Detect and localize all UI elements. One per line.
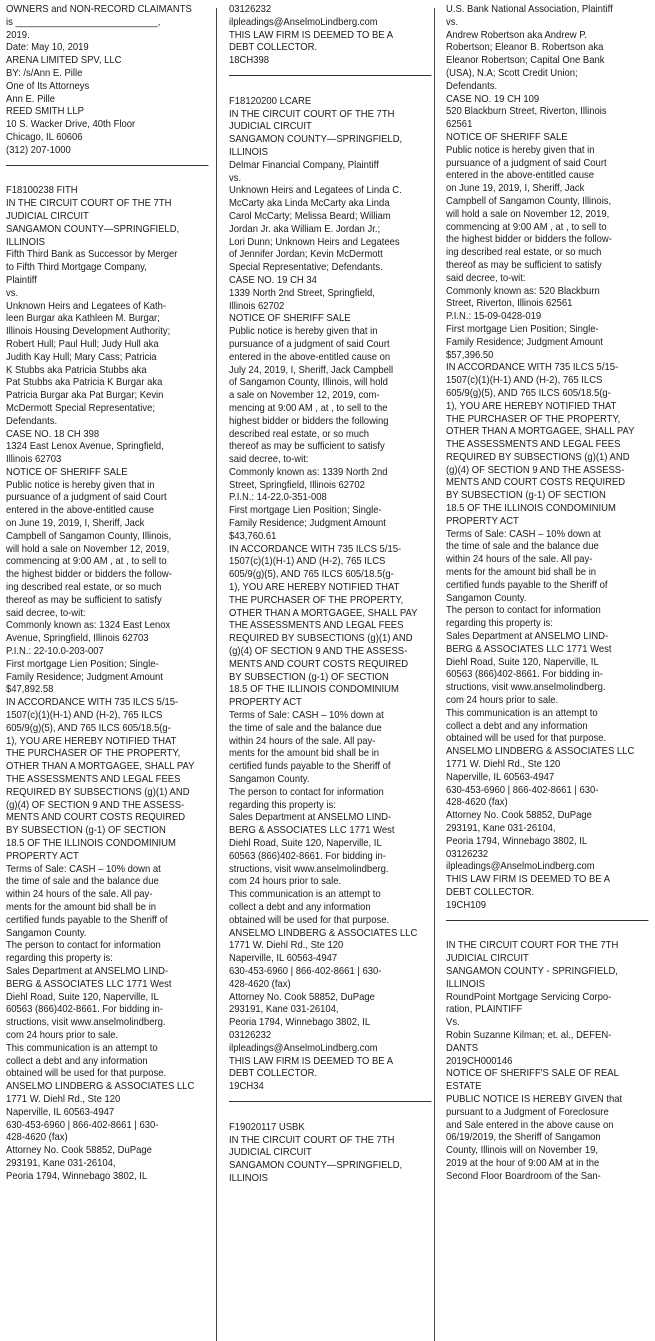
notice-text-line: BY SUBSECTION (g-1) OF SECTION xyxy=(229,671,389,683)
notice-text-line: Sangamon County. xyxy=(446,592,527,604)
notice-text-line: MENTS AND COURT COSTS REQUIRED xyxy=(446,477,626,489)
notice-text-line: One of Its Attorneys xyxy=(6,80,90,92)
notice-text-line: Commonly known as: 1324 East Lenox xyxy=(6,620,171,632)
notice-text-line: will hold a sale on November 12, 2019, xyxy=(446,208,610,220)
notice-text-line: REED SMITH LLP xyxy=(6,106,84,118)
notice-text-line: Chicago, IL 60606 xyxy=(6,131,83,143)
notice-text-line: 06/19/2019, the Sheriff of Sangamon xyxy=(446,1132,601,1144)
notice-text-line: IN ACCORDANCE WITH 735 ILCS 5/15- xyxy=(229,543,402,555)
notice-text-line: is ___________________________, xyxy=(6,16,161,28)
notice-text-line: (g)(4) OF SECTION 9 AND THE ASSESS- xyxy=(6,799,185,811)
notice-text-line: within 24 hours of the sale. All pay- xyxy=(6,889,153,901)
column-2 xyxy=(229,4,431,1186)
notice-text-line: 1324 East Lenox Avenue, Springfield, xyxy=(6,441,164,453)
notice-text-line: (g)(4) OF SECTION 9 AND THE ASSESS- xyxy=(229,646,408,658)
notice-text-line: U.S. Bank National Association, Plaintiff xyxy=(446,4,613,15)
notice-text-line: REQUIRED BY SUBSECTIONS (g)(1) AND xyxy=(446,451,630,463)
notice-text-line: Illinois Housing Development Authority; xyxy=(6,326,171,338)
notice-text-line: Sangamon County. xyxy=(229,774,310,786)
notice-text-line: 1507(c)(1)(H-1) AND (H-2), 765 ILCS xyxy=(6,710,163,722)
notice-text-line: the time of sale and the balance due xyxy=(229,722,382,734)
notice-text-line: the highest bidder or bidders the follow- xyxy=(6,569,172,581)
notice-text-line: com 24 hours prior to sale. xyxy=(229,876,342,888)
notice-text-line: leen Burgar aka Kathleen M. Burgar; xyxy=(6,313,160,325)
notice-text-line: 293191, Kane 031-26104, xyxy=(446,823,556,834)
notice-text-line: July 24, 2019, I, Sheriff, Jack Campbell xyxy=(229,364,394,376)
notice-text-line: Public notice is hereby given that in xyxy=(229,326,378,338)
notice-text-line: The person to contact for information xyxy=(229,786,384,798)
notice-text-line: vs. xyxy=(229,172,242,184)
notice-text-line: Illinois 62702 xyxy=(229,300,285,312)
notice-text-line: NOTICE OF SHERIFF SALE xyxy=(446,131,568,143)
notice-text-line: NOTICE OF SHERIFF SALE xyxy=(229,313,351,325)
notice-text-line: Campbell of Sangamon County, Illinois, xyxy=(6,530,172,542)
notice-text-line: Peoria 1794, Winnebago 3802, IL xyxy=(446,835,588,847)
notice-text-line: pursuance of a judgment of said Court xyxy=(446,157,607,169)
notice-text-line: PROPERTY ACT xyxy=(229,697,302,709)
notice-text-line: Eleanor Robertson; Capital One Bank xyxy=(446,55,605,67)
notice-text-line: CASE NO. 19 CH 34 xyxy=(229,274,317,286)
notice-text-line: on June 19, 2019, I, Sheriff, Jack xyxy=(6,518,145,530)
notice-text-line: 18.5 OF THE ILLINOIS CONDOMINIUM xyxy=(6,838,176,849)
notice-text-line: 630-453-6960 | 866-402-8661 | 630- xyxy=(446,784,599,796)
notice-text-line: Avenue, Springfield, Illinois 62703 xyxy=(6,633,149,645)
notice-text-line: ESTATE xyxy=(446,1081,482,1093)
notice-text-line: collect a debt and any information xyxy=(229,901,371,913)
notice-text-line: Sales Department at ANSELMO LIND- xyxy=(229,812,392,824)
notice-text-line: 62561 xyxy=(446,119,473,131)
notice-text-line: pursuance of a judgment of said Court xyxy=(229,338,390,350)
notice-text-line: 1507(c)(1)(H-1) AND (H-2), 765 ILCS xyxy=(446,375,603,387)
notice-text-line: Family Residence; Judgment Amount xyxy=(446,336,603,348)
notice-text-line: 428-4620 (fax) xyxy=(229,978,291,990)
notice-text-line: 605/9(g)(5), AND 765 ILCS 605/18.5(g- xyxy=(446,387,611,399)
notice-text-line: ing described real estate, or so much xyxy=(6,582,162,594)
notice-text-line: mencing at 9:00 AM , at , to sell to the xyxy=(229,402,388,414)
notice-block xyxy=(6,173,208,1184)
notice-text-line: $47,892.58 xyxy=(6,684,54,696)
notice-text-line: ration, PLAINTIFF xyxy=(446,1004,523,1016)
notice-text-line: a sale on November 12, 2019, com- xyxy=(229,390,380,402)
spacer xyxy=(6,173,208,186)
notice-text-line: DANTS xyxy=(446,1042,479,1054)
notice-text-line: This communication is an attempt to xyxy=(6,1042,158,1054)
notice-text-line: DEBT COLLECTOR. xyxy=(229,1068,318,1080)
notice-text-line: and Sale entered in the above cause on xyxy=(446,1119,614,1131)
notice-text-line: entered in the above-entitled cause on xyxy=(229,351,391,363)
notice-text-line: 428-4620 (fax) xyxy=(446,797,508,809)
notice-text-line: to Fifth Third Mortgage Company, xyxy=(6,262,147,274)
notice-text-line: Commonly known as: 1339 North 2nd xyxy=(229,466,388,478)
notice-block xyxy=(229,83,431,1102)
notice-text-line: of Jennifer Jordan; Kevin McDermott xyxy=(229,249,383,261)
notice-text-line: 520 Blackburn Street, Riverton, Illinois xyxy=(446,106,607,118)
notice-text-line: said decree, to-wit: xyxy=(229,454,309,466)
notice-text-line: First mortgage Lien Position; Single- xyxy=(446,323,599,335)
notice-text-line: 630-453-6960 | 866-402-8661 | 630- xyxy=(229,965,382,977)
notice-text-line: (312) 207-1000 xyxy=(6,144,71,156)
notice-text-line: 1), YOU ARE HEREBY NOTIFIED THAT xyxy=(446,400,617,412)
notice-text-line: described real estate, or so much xyxy=(229,428,370,440)
notice-separator-rule xyxy=(229,1101,431,1102)
notice-text-line: Unknown Heirs and Legatees of Kath- xyxy=(6,300,167,312)
notice-text-line: regarding this property is: xyxy=(229,799,336,811)
notice-text-line: OTHER THAN A MORTGAGEE, SHALL PAY xyxy=(446,426,635,438)
notice-text-line: 2019. xyxy=(6,29,30,41)
notice-text-line: ments for the amount bid shall be in xyxy=(6,901,157,913)
notice-text-line: IN ACCORDANCE WITH 735 ILCS 5/15- xyxy=(446,362,619,374)
column-3 xyxy=(446,4,648,1184)
notice-text-line: Robin Suzanne Kilman; et. al., DEFEN- xyxy=(446,1029,612,1041)
notice-text-line: BY: /s/Ann E. Pille xyxy=(6,67,83,79)
notice-text-line: P.I.N.: 15-09-0428-019 xyxy=(446,311,542,323)
notice-text-line: Peoria 1794, Winnebago 3802, IL xyxy=(229,1017,371,1029)
notice-text-line: 1771 W. Diehl Rd., Ste 120 xyxy=(6,1093,121,1105)
notice-text-line: Public notice is hereby given that in xyxy=(446,144,595,156)
notice-text-line: 18CH398 xyxy=(229,55,270,67)
notice-text-line: SANGAMON COUNTY—SPRINGFIELD, xyxy=(229,134,403,146)
notice-text-line: Naperville, IL 60563-4947 xyxy=(446,771,555,783)
notice-text-line: (g)(4) OF SECTION 9 AND THE ASSESS- xyxy=(446,464,625,476)
notice-text-line: Unknown Heirs and Legatees of Linda C. xyxy=(229,185,402,197)
notice-text-line: 1771 W. Diehl Rd., Ste 120 xyxy=(229,940,344,952)
notice-text-line: 1339 North 2nd Street, Springfield, xyxy=(229,287,375,299)
notice-text-line: PROPERTY ACT xyxy=(446,515,519,527)
notice-text-line: OTHER THAN A MORTGAGEE, SHALL PAY xyxy=(229,607,418,619)
notice-block xyxy=(6,4,208,166)
notice-text-line: 293191, Kane 031-26104, xyxy=(229,1004,339,1016)
notice-text-line: P.I.N.: 14-22.0-351-008 xyxy=(229,492,327,504)
notice-text-line: Commonly known as: 520 Blackburn xyxy=(446,285,600,297)
spacer xyxy=(229,1109,431,1122)
notice-text-line: SANGAMON COUNTY—SPRINGFIELD, xyxy=(229,1160,403,1172)
notice-text-line: 428-4620 (fax) xyxy=(6,1132,68,1144)
notice-block xyxy=(446,928,648,1184)
notice-text-line: Diehl Road, Suite 120, Naperville, IL xyxy=(229,838,382,849)
notice-text-line: Robert Hull; Paul Hull; Judy Hull aka xyxy=(6,338,159,350)
notice-text-line: com 24 hours prior to sale. xyxy=(446,695,559,707)
notice-text-line: Sales Department at ANSELMO LIND- xyxy=(6,965,169,977)
notice-text-line: ILLINOIS xyxy=(229,146,268,158)
column-divider xyxy=(434,8,435,1341)
notice-text-line: Terms of Sale: CASH – 10% down at xyxy=(6,863,161,875)
notice-text-line: 60563 (866)402-8661. For bidding in- xyxy=(446,669,603,681)
notice-text-line: CASE NO. 19 CH 109 xyxy=(446,93,540,105)
notice-text-line: Ann E. Pille xyxy=(6,93,55,105)
notice-text-line: the time of sale and the balance due xyxy=(6,876,159,888)
notice-text-line: F18120200 LCARE xyxy=(229,95,312,107)
notice-text-line: This communication is an attempt to xyxy=(446,707,598,719)
notice-text-line: thereof as may be sufficient to satisfy xyxy=(446,259,602,271)
notice-text-line: ilpleadings@AnselmoLindberg.com xyxy=(446,861,595,873)
notice-text-line: 19CH34 xyxy=(229,1081,264,1093)
notice-text-line: ILLINOIS xyxy=(229,1172,268,1184)
notice-text-line: Defendants. xyxy=(446,80,498,92)
notice-text-line: 60563 (866)402-8661. For bidding in- xyxy=(229,850,386,862)
notice-block xyxy=(446,4,648,921)
notice-text-line: ments for the amount bid shall be in xyxy=(229,748,380,760)
notice-text-line: ilpleadings@AnselmoLindberg.com xyxy=(229,1042,378,1054)
notice-text-line: 293191, Kane 031-26104, xyxy=(6,1157,116,1169)
column-divider xyxy=(216,8,217,1341)
notice-text-line: Plaintiff xyxy=(6,274,37,286)
notice-text-line: Judith Kay Hull; Mary Cass; Patricia xyxy=(6,351,157,363)
notice-text-line: IN THE CIRCUIT COURT OF THE 7TH xyxy=(6,198,172,210)
notice-text-line: ARENA LIMITED SPV, LLC xyxy=(6,55,122,67)
notice-text-line: 60563 (866)402-8661. For bidding in- xyxy=(6,1004,163,1016)
notice-text-line: OTHER THAN A MORTGAGEE, SHALL PAY xyxy=(6,761,195,773)
notice-text-line: THE ASSESSMENTS AND LEGAL FEES xyxy=(6,774,181,786)
notice-text-line: REQUIRED BY SUBSECTIONS (g)(1) AND xyxy=(6,786,190,798)
notice-text-line: Illinois 62703 xyxy=(6,454,62,466)
notice-text-line: thereof as may be sufficient to satisfy xyxy=(229,441,385,453)
notice-text-line: Family Residence; Judgment Amount xyxy=(229,518,386,530)
notice-text-line: 605/9(g)(5), AND 765 ILCS 605/18.5(g- xyxy=(229,569,394,581)
notice-text-line: K Stubbs aka Patricia Stubbs aka xyxy=(6,364,147,376)
notice-text-line: JUDICIAL CIRCUIT xyxy=(229,1147,312,1159)
notice-text-line: pursuance of a judgment of said Court xyxy=(6,492,167,504)
notice-text-line: vs. xyxy=(446,16,459,28)
notice-text-line: MENTS AND COURT COSTS REQUIRED xyxy=(229,658,409,670)
notice-text-line: 1771 W. Diehl Rd., Ste 120 xyxy=(446,759,561,771)
notice-text-line: 630-453-6960 | 866-402-8661 | 630- xyxy=(6,1119,159,1131)
notice-text-line: structions, visit www.anselmolindberg. xyxy=(6,1017,166,1029)
notice-text-line: SANGAMON COUNTY—SPRINGFIELD, xyxy=(6,223,180,235)
notice-text-line: within 24 hours of the sale. All pay- xyxy=(229,735,376,747)
notice-text-line: on June 19, 2019, I, Sheriff, Jack xyxy=(446,183,585,195)
notice-text-line: First mortgage Lien Position; Single- xyxy=(229,505,382,517)
notice-text-line: DEBT COLLECTOR. xyxy=(229,42,318,54)
notice-text-line: Public notice is hereby given that in xyxy=(6,479,155,491)
notice-text-line: Jordan Jr. aka William E. Jordan Jr.; xyxy=(229,223,381,235)
notice-text-line: The person to contact for information xyxy=(6,940,161,952)
notice-text-line: BERG & ASSOCIATES LLC 1771 West xyxy=(6,978,172,990)
notice-text-line: THE ASSESSMENTS AND LEGAL FEES xyxy=(446,439,621,451)
notice-text-line: Campbell of Sangamon County, Illinois, xyxy=(446,195,612,207)
notice-text-line: ing described real estate, or so much xyxy=(446,247,602,259)
notice-text-line: BY SUBSECTION (g-1) OF SECTION xyxy=(6,825,166,837)
notice-text-line: Diehl Road, Suite 120, Naperville, IL xyxy=(446,656,599,668)
notice-text-line: 10 S. Wacker Drive, 40th Floor xyxy=(6,119,136,131)
notice-text-line: THIS LAW FIRM IS DEEMED TO BE A xyxy=(446,874,611,886)
notice-text-line: DEBT COLLECTOR. xyxy=(446,886,535,898)
notice-text-line: Peoria 1794, Winnebago 3802, IL xyxy=(6,1170,148,1182)
notice-separator-rule xyxy=(446,920,648,921)
notice-text-line: Street, Springfield, Illinois 62702 xyxy=(229,479,365,491)
notice-text-line: entered in the above-entitled cause xyxy=(6,505,154,517)
notice-text-line: will hold a sale on November 12, 2019, xyxy=(6,543,170,555)
notice-text-line: 19CH109 xyxy=(446,899,487,911)
notice-text-line: Vs. xyxy=(446,1017,460,1029)
notice-text-line: Andrew Robertson aka Andrew P. xyxy=(446,29,587,41)
notice-text-line: of Sangamon County, Illinois, will hold xyxy=(229,377,388,389)
notice-text-line: said decree, to-wit: xyxy=(446,272,526,284)
notice-text-line: entered in the above-entitled cause xyxy=(446,170,594,182)
notice-text-line: 03126232 xyxy=(229,1029,272,1041)
notice-text-line: Fifth Third Bank as Successor by Merger xyxy=(6,249,178,261)
notice-text-line: Diehl Road, Suite 120, Naperville, IL xyxy=(6,991,159,1003)
notice-text-line: OWNERS and NON-RECORD CLAIMANTS xyxy=(6,4,192,15)
notice-text-line: THE PURCHASER OF THE PROPERTY, xyxy=(6,748,181,760)
notice-text-line: BERG & ASSOCIATES LLC 1771 West xyxy=(446,643,612,655)
notice-text-line: 18.5 OF THE ILLINOIS CONDOMINIUM xyxy=(446,503,616,515)
notice-text-line: the highest bidder or bidders the follow- xyxy=(446,234,612,246)
notice-text-line: THIS LAW FIRM IS DEEMED TO BE A xyxy=(229,1055,394,1067)
notice-text-line: ments for the amount bid shall be in xyxy=(446,567,597,579)
notice-text-line: JUDICIAL CIRCUIT xyxy=(6,210,89,222)
notice-text-line: 03126232 xyxy=(229,4,272,15)
notice-text-line: REQUIRED BY SUBSECTIONS (g)(1) AND xyxy=(229,633,413,645)
notice-text-line: Sangamon County. xyxy=(6,927,87,939)
notice-text-line: McCarty aka Linda McCarty aka Linda xyxy=(229,198,390,210)
notice-text-line: said decree, to-wit: xyxy=(6,607,86,619)
notice-text-line: McDermott Special Representative; xyxy=(6,402,156,414)
notice-text-line: $57,396.50 xyxy=(446,349,494,361)
notice-text-line: RoundPoint Mortgage Servicing Corpo- xyxy=(446,991,612,1003)
notice-text-line: BY SUBSECTION (g-1) OF SECTION xyxy=(446,490,606,502)
notice-text-line: THE PURCHASER OF THE PROPERTY, xyxy=(229,594,404,606)
notice-text-line: PROPERTY ACT xyxy=(6,850,79,862)
notice-text-line: IN THE CIRCUIT COURT OF THE 7TH xyxy=(229,108,395,120)
notice-text-line: 605/9(g)(5), AND 765 ILCS 605/18.5(g- xyxy=(6,722,171,734)
column-1 xyxy=(6,4,208,1184)
notice-text-line: Second Floor Boardroom of the San- xyxy=(446,1170,601,1182)
notice-text-line: Carol McCarty; Melissa Beard; William xyxy=(229,210,391,222)
notice-text-line: MENTS AND COURT COSTS REQUIRED xyxy=(6,812,186,824)
notice-text-line: within 24 hours of the sale. All pay- xyxy=(446,554,593,566)
notice-separator-rule xyxy=(6,165,208,166)
notice-text-line: BERG & ASSOCIATES LLC 1771 West xyxy=(229,825,395,837)
notice-text-line: SANGAMON COUNTY - SPRINGFIELD, xyxy=(446,965,618,977)
notice-text-line: THIS LAW FIRM IS DEEMED TO BE A xyxy=(229,29,394,41)
notice-text-line: thereof as may be sufficient to satisfy xyxy=(6,594,162,606)
notice-text-line: NOTICE OF SHERIFF SALE xyxy=(6,466,128,478)
notice-text-line: regarding this property is: xyxy=(6,953,113,965)
notice-text-line: Attorney No. Cook 58852, DuPage xyxy=(6,1145,152,1157)
notice-text-line: F19020117 USBK xyxy=(229,1121,305,1133)
notice-text-line: certified funds payable to the Sheriff of xyxy=(229,761,391,773)
notice-text-line: Terms of Sale: CASH – 10% down at xyxy=(229,710,384,722)
notice-text-line: 1), YOU ARE HEREBY NOTIFIED THAT xyxy=(229,582,400,594)
notice-text-line: 2019CH000146 xyxy=(446,1055,513,1067)
notice-text-line: obtained will be used for that purpose. xyxy=(6,1068,167,1080)
notice-text-line: regarding this property is: xyxy=(446,618,553,630)
notice-text-line: certified funds payable to the Sheriff of xyxy=(446,579,608,591)
notice-text-line: JUDICIAL CIRCUIT xyxy=(446,953,529,965)
notice-text-line: ILLINOIS xyxy=(446,978,485,990)
notice-text-line: This communication is an attempt to xyxy=(229,889,381,901)
notice-text-line: F18100238 FITH xyxy=(6,185,78,197)
notice-text-line: Terms of Sale: CASH – 10% down at xyxy=(446,528,601,540)
notice-text-line: certified funds payable to the Sheriff of xyxy=(6,914,168,926)
notice-text-line: Family Residence; Judgment Amount xyxy=(6,671,163,683)
notice-text-line: structions, visit www.anselmolindberg. xyxy=(446,682,606,694)
notice-text-line: collect a debt and any information xyxy=(446,720,588,732)
notice-text-line: collect a debt and any information xyxy=(6,1055,148,1067)
notice-text-line: Naperville, IL 60563-4947 xyxy=(229,953,338,965)
notice-text-line: Delmar Financial Company, Plaintiff xyxy=(229,159,379,171)
notice-text-line: THE ASSESSMENTS AND LEGAL FEES xyxy=(229,620,404,632)
notice-text-line: First mortgage Lien Position; Single- xyxy=(6,658,159,670)
notice-text-line: JUDICIAL CIRCUIT xyxy=(229,121,312,133)
notice-text-line: 1507(c)(1)(H-1) AND (H-2), 765 ILCS xyxy=(229,556,386,568)
notice-text-line: ANSELMO LINDBERG & ASSOCIATES LLC xyxy=(229,927,418,939)
notice-text-line: vs. xyxy=(6,287,19,299)
spacer xyxy=(446,928,648,941)
notice-text-line: commencing at 9:00 AM , at , to sell to xyxy=(446,221,607,233)
notice-text-line: structions, visit www.anselmolindberg. xyxy=(229,863,389,875)
notice-text-line: CASE NO. 18 CH 398 xyxy=(6,428,100,440)
notice-text-line: Attorney No. Cook 58852, DuPage xyxy=(229,991,375,1003)
notice-text-line: obtained will be used for that purpose. xyxy=(446,733,607,745)
notice-text-line: Pat Stubbs aka Patricia K Burgar aka xyxy=(6,377,163,389)
notice-block xyxy=(229,1109,431,1186)
notice-text-line: Defendants. xyxy=(6,415,58,427)
notice-text-line: The person to contact for information xyxy=(446,605,601,617)
notice-text-line: Sales Department at ANSELMO LIND- xyxy=(446,631,609,643)
notice-text-line: Street, Riverton, Illinois 62561 xyxy=(446,298,573,310)
notice-text-line: IN THE CIRCUIT COURT FOR THE 7TH xyxy=(446,940,619,952)
notice-text-line: Naperville, IL 60563-4947 xyxy=(6,1106,115,1118)
notice-text-line: highest bidder or bidders the following xyxy=(229,415,389,427)
notice-text-line: 1), YOU ARE HEREBY NOTIFIED THAT xyxy=(6,735,177,747)
notice-text-line: PUBLIC NOTICE IS HEREBY GIVEN that xyxy=(446,1093,623,1105)
notice-text-line: the time of sale and the balance due xyxy=(446,541,599,553)
notice-text-line: obtained will be used for that purpose. xyxy=(229,914,390,926)
notice-text-line: 03126232 xyxy=(446,848,489,860)
notice-text-line: $43,760.61 xyxy=(229,530,277,542)
notice-text-line: THE PURCHASER OF THE PROPERTY, xyxy=(446,413,621,425)
notice-text-line: commencing at 9:00 AM , at , to sell to xyxy=(6,556,167,568)
notice-text-line: 18.5 OF THE ILLINOIS CONDOMINIUM xyxy=(229,684,399,696)
notice-separator-rule xyxy=(229,75,431,76)
notice-text-line: NOTICE OF SHERIFF'S SALE OF REAL xyxy=(446,1068,619,1080)
notice-text-line: Attorney No. Cook 58852, DuPage xyxy=(446,810,592,822)
notice-text-line: ANSELMO LINDBERG & ASSOCIATES LLC xyxy=(6,1081,195,1093)
notice-text-line: Patricia Burgar aka Pat Burgar; Kevin xyxy=(6,390,164,402)
notice-text-line: ANSELMO LINDBERG & ASSOCIATES LLC xyxy=(446,746,635,758)
spacer xyxy=(229,83,431,96)
notice-text-line: IN THE CIRCUIT COURT OF THE 7TH xyxy=(229,1134,395,1146)
notice-text-line: (USA), N.A; Scott Credit Union; xyxy=(446,67,578,79)
notice-text-line: com 24 hours prior to sale. xyxy=(6,1029,119,1041)
notice-text-line: Date: May 10, 2019 xyxy=(6,42,89,54)
notice-text-line: P.I.N.: 22-10.0-203-007 xyxy=(6,646,104,658)
notice-text-line: County, Illinois will on November 19, xyxy=(446,1145,598,1157)
notice-text-line: 2019 at the hour of 9:00 AM at in the xyxy=(446,1157,600,1169)
notice-text-line: ilpleadings@AnselmoLindberg.com xyxy=(229,16,378,28)
notice-block xyxy=(229,4,431,76)
notice-text-line: IN ACCORDANCE WITH 735 ILCS 5/15- xyxy=(6,697,179,709)
notice-text-line: Lori Dunn; Unknown Heirs and Legatees xyxy=(229,236,400,248)
notice-text-line: ILLINOIS xyxy=(6,236,45,248)
notice-text-line: Robertson; Eleanor B. Robertson aka xyxy=(446,42,604,54)
notice-text-line: Special Representative; Defendants. xyxy=(229,262,383,274)
notice-text-line: pursuant to a Judgment of Foreclosure xyxy=(446,1106,609,1118)
